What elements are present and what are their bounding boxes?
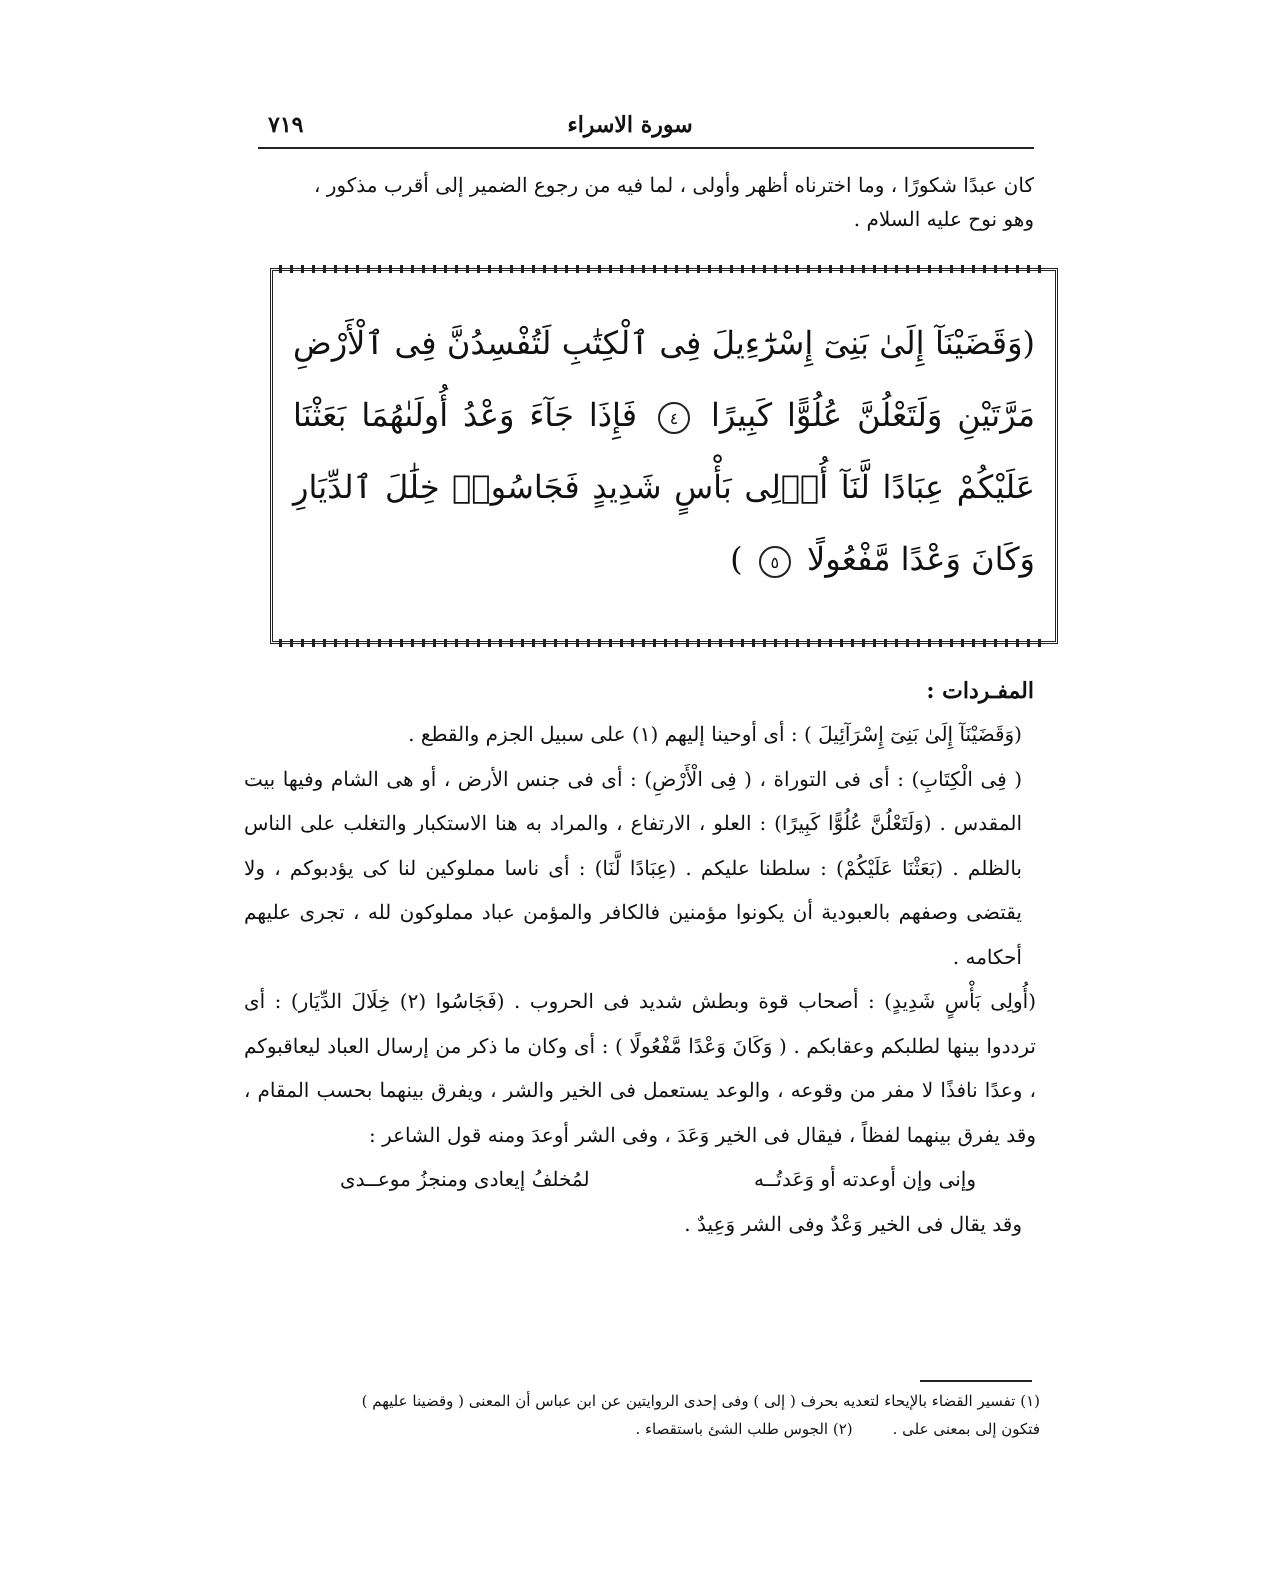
body-paragraph-4: وقد يقال فى الخير وَعْدٌ وفى الشر وَعِيدٌ .: [684, 1211, 1022, 1236]
body-paragraph-2: ( فِى الْكِتَابِ) : أى فى التوراة ، ( فِى الْأَرْضِ) : أى فى جنس الأرض ، أو هى الشام وفيها بيت المقدس . (وَلَتَعْلُنَّ عُلُوًّا كَبِيرًا) : العلو ، الارتفاع ، والمراد به هنا الاستكبار والتغلب على الناس بالظلم . (بَعَثْنَا عَلَيْكُمْ) : سلطنا عليكم . (عِبَادًا لَّنَا) : أى ناسا مملوكين لنا كى يؤدبوكم ، ولا يقتضى وصفهم بالعبودية أن يكونوا مؤمنين فالكافر والمؤمن عباد مملوكون لله ، تجرى عليهم أحكامه .: [244, 766, 1022, 969]
page-number: ٧١٩: [268, 112, 304, 138]
footnote-line-2: [250, 1415, 1040, 1443]
verse-box: [270, 268, 1058, 644]
footnotes: [250, 1387, 1040, 1443]
footnote-rule: [920, 1380, 1032, 1382]
body-paragraph-1: (وَقَضَيْنَآ إِلَىٰ بَنِىٓ إِسْرَآئِيلَ ) : أى أوحينا إليهم (١) على سبيل الجزم والقطع .: [408, 722, 1022, 746]
intro-line-1: كان عبدًا شكورًا ، وما اخترناه أظهر وأولى ، لما فيه من رجوع الضمير إلى أقرب مذكور ،: [313, 173, 1034, 197]
footnote-1: (١) تفسير القضاء بالإيحاء لتعديه بحرف ( إلى ) وفى إحدى الروايتين عن ابن عباس أن المعنى ( وقضينا عليهم ): [361, 1392, 1040, 1410]
body-paragraph-3: (أُولِى بَأْسٍ شَدِيدٍ) : أصحاب قوة وبطش شديد فى الحروب . (فَجَاسُوا (٢) خِلَالَ الدِّيَار) : أى ترددوا بينها لطلبكم وعقابكم . ( وَكَانَ وَعْدًا مَّفْعُولًا ) : أى وكان ما ذكر من إرسال العباد ليعاقبوكم ، وعدًا نافذًا لا مفر من وقوعه ، والوعد يستعمل فى الخير والشر ، ويفرق بينهما بحسب المقام ، وقد يفرق بينهما لفظاً ، فيقال فى الخير وَعَدَ ، وفى الشر أوعدَ ومنه قول الشاعر :: [244, 989, 1037, 1147]
footnote-1-continued: فتكون إلى بمعنى على .: [892, 1420, 1040, 1438]
header-rule: [258, 147, 1034, 149]
body-text: [244, 712, 1036, 1246]
poem-verse: [244, 1157, 1036, 1202]
verse-part-1: (وَقَضَيْنَآ إِلَىٰ بَنِىٓ إِسْرَٰٓءِيلَ فِى ٱلْكِتَٰبِ لَتُفْسِدُنَّ فِى ٱلْأَرْضِ مَرَّتَيْنِ وَلَتَعْلُنَّ عُلُوًّا كَبِيرًا: [293, 324, 1036, 434]
section-heading: المفـردات :: [926, 678, 1034, 704]
verse-close: ): [730, 540, 743, 578]
intro-line-2: وهو نوح عليه السلام .: [853, 207, 1034, 231]
ayah-number-mark: ٥: [759, 546, 791, 578]
footnote-2: (٢) الجوس طلب الشئ باستقصاء .: [635, 1420, 853, 1438]
running-title: سورة الاسراء: [567, 112, 693, 138]
poem-hemistich-2: لمُخلفُ إيعادى ومنجزُ موعــدى: [340, 1167, 590, 1191]
verse-text: [293, 307, 1035, 595]
poem-hemistich-1: وإنى وإن أوعدته أو وَعَدتُــه: [753, 1167, 976, 1191]
intro-paragraph: [262, 168, 1034, 236]
verse-part-2: فَإِذَا جَآءَ وَعْدُ أُولَىٰهُمَا بَعَثْنَا عَلَيْكُمْ عِبَادًا لَّنَآ أُو۟لِى بَأْسٍ شَدِيدٍ فَجَاسُوا۟ خِلَٰلَ ٱلدِّيَارِ وَكَانَ وَعْدًا مَّفْعُولًا: [293, 396, 1035, 578]
ayah-number-mark: ٤: [658, 402, 690, 434]
